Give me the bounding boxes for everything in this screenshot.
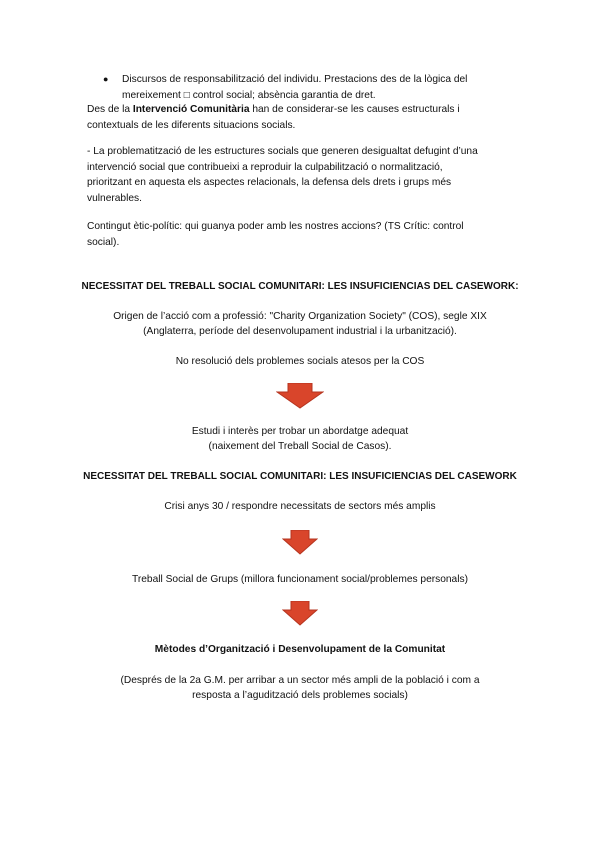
methods-heading: Mètodes d’Organització i Desenvolupament de la Comunitat — [154, 644, 446, 655]
problematization-line-1: - La problematització de les estructures socials que generen desigualtat defugint d’una — [87, 146, 478, 157]
intro-line-2: contextuals de les diferents situacions socials. — [87, 119, 296, 131]
section1-heading: NECESSITAT DEL TREBALL SOCIAL COMUNITARI: LES INSUFICIENCIAS DEL CASEWORK: — [81, 281, 519, 292]
bullet-text — [122, 72, 515, 103]
problematization-line-2: intervenció social que contribueixi a reproduir la culpabilització o normalització, — [87, 161, 443, 173]
bullet-marker: ● — [103, 74, 109, 84]
origin-line-2: (Anglaterra, període del desenvolupament industrial i la urbanització). — [143, 326, 457, 337]
study-line-2: (naixement del Treball Social de Casos). — [208, 441, 392, 452]
groups-text: Treball Social de Grups (millora funcionament social/problemes personals) — [132, 574, 468, 585]
after-line-2: resposta a l’agudització dels problemes socials) — [192, 690, 408, 701]
ethics-line-1: Contingut ètic-polític: qui guanya poder amb les nostres accions? (TS Crític: control — [87, 221, 464, 232]
intro-prefix: Des de la — [87, 104, 133, 115]
crisis-text: Crisi anys 30 / respondre necessitats de sectors més amplis — [164, 501, 436, 512]
intro-paragraph — [87, 102, 515, 133]
no-resolution-text: No resolució dels problemes socials atesos per la COS — [175, 356, 425, 367]
intro-suffix: han de considerar-se les causes estructurals i — [249, 104, 460, 115]
after-line-1: (Després de la 2a G.M. per arribar a un sector més ampli de la població i com a — [120, 675, 480, 686]
section2-heading: NECESSITAT DEL TREBALL SOCIAL COMUNITARI: LES INSUFICIENCIAS DEL CASEWORK — [83, 471, 517, 482]
study-line-1: Estudi i interès per trobar un abordatge adequat — [191, 426, 409, 437]
intro-bold-term: Intervenció Comunitària — [132, 104, 250, 115]
bullet-line-1: Discursos de responsabilització del individu. Prestacions des de la lògica del — [122, 74, 468, 85]
problematization-line-3: prioritzant en aquesta els aspectes relacionals, la defensa dels drets i grups més — [87, 177, 452, 188]
down-arrow-icon-1 — [276, 383, 324, 409]
intro-line-1 — [87, 102, 515, 118]
problematization-paragraph — [87, 144, 515, 206]
down-arrow-icon-3 — [282, 601, 318, 626]
bullet-line-2: mereixement □ control social; absència garantia de dret. — [122, 89, 376, 101]
origin-line-1: Origen de l’acció com a professió: "Charity Organization Society" (COS), segle XIX — [113, 311, 487, 322]
problematization-line-4: vulnerables. — [87, 192, 142, 204]
down-arrow-icon-2 — [282, 530, 318, 555]
ethics-line-2: social). — [87, 236, 120, 248]
ethics-paragraph — [87, 219, 515, 250]
